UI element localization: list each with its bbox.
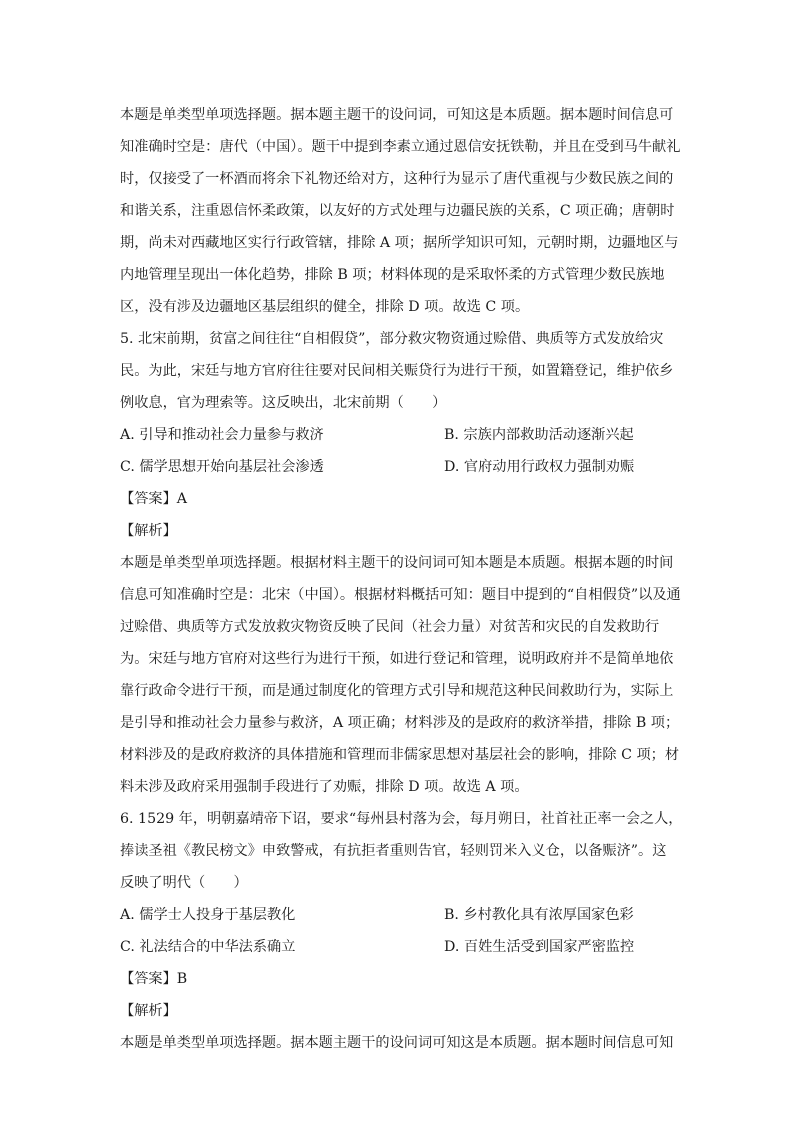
question-5-stem: 5. 北宋前期，贫富之间往往“自相假贷”，部分救灾物资通过赊借、典质等方式发放给灾 xyxy=(120,331,664,347)
question-5-option-c: C. 儒学思想开始向基层社会渗透 xyxy=(120,459,324,475)
question-5-stem: 民。为此，宋廷与地方官府往往要对民间相关赈贷行为进行干预，如置籍登记，维护依乡 xyxy=(120,363,674,379)
analysis-line: 时，仅接受了一杯酒而将余下礼物还给对方，这种行为显示了唐代重视与少数民族之间的 xyxy=(120,171,674,187)
question-5-answer: 【答案】A xyxy=(120,491,187,507)
question-6-stem: 捧读圣祖《教民榜文》申致警戒，有抗拒者重则告官，轻则罚米入义仓，以备赈济”。这 xyxy=(120,843,667,859)
question-6-analysis-label: 【解析】 xyxy=(120,1003,177,1019)
analysis-line: 知准确时空是：唐代（中国）。题干中提到李素立通过恩信安抚铁勒，并且在受到马牛献礼 xyxy=(120,139,681,155)
analysis-line: 和谐关系，注重恩信怀柔政策，以友好的方式处理与边疆民族的关系，C 项正确；唐朝时 xyxy=(120,203,675,219)
analysis-line: 靠行政命令进行干预，而是通过制度化的管理方式引导和规范这种民间救助行为，实际上 xyxy=(120,683,674,699)
question-6-stem: 6. 1529 年，明朝嘉靖帝下诏，要求“每州县村落为会，每月朔日，社首社正率一会之人， xyxy=(120,811,683,827)
question-5-option-a: A. 引导和推动社会力量参与救济 xyxy=(120,427,324,443)
question-6-option-b: B. 乡村教化具有浓厚国家色彩 xyxy=(444,907,634,923)
question-6-option-c: C. 礼法结合的中华法系确立 xyxy=(120,939,296,955)
analysis-line: 材料涉及的是政府救济的具体措施和管理而非儒家思想对基层社会的影响，排除 C 项；材 xyxy=(120,747,680,763)
analysis-line: 过赊借、典质等方式发放救灾物资反映了民间（社会力量）对贫苦和灾民的自发救助行 xyxy=(120,619,660,635)
question-5-analysis-label: 【解析】 xyxy=(120,523,177,539)
question-6-option-a: A. 儒学士人投身于基层教化 xyxy=(120,907,296,923)
analysis-line: 期，尚未对西藏地区实行行政管辖，排除 A 项；据所学知识可知，元朝时期，边疆地区与 xyxy=(120,235,679,251)
analysis-line: 信息可知准确时空是：北宋（中国）。根据材料概括可知：题目中提到的“自相假贷”以及通 xyxy=(120,587,681,603)
analysis-line: 为。宋廷与地方官府对这些行为进行干预，如进行登记和管理，说明政府并不是简单地依 xyxy=(120,651,674,667)
question-6-stem: 反映了明代（ ） xyxy=(120,875,248,891)
analysis-line: 是引导和推动社会力量参与救济，A 项正确；材料涉及的是政府的救济举措，排除 B 项； xyxy=(120,715,680,731)
analysis-line: 本题是单类型单项选择题。根据材料主题干的设问词可知本题是本质题。根据本题的时间 xyxy=(120,555,674,571)
question-5-option-b: B. 宗族内部救助活动逐渐兴起 xyxy=(444,427,634,443)
analysis-line: 内地管理呈现出一体化趋势，排除 B 项；材料体现的是采取怀柔的方式管理少数民族地 xyxy=(120,267,665,283)
question-6-answer: 【答案】B xyxy=(120,971,188,987)
analysis-line: 本题是单类型单项选择题。据本题主题干的设问词可知这是本质题。据本题时间信息可知 xyxy=(120,1035,674,1051)
question-5-stem: 例收息，官为理索等。这反映出，北宋前期（ ） xyxy=(120,395,447,411)
analysis-line: 本题是单类型单项选择题。据本题主题干的设问词，可知这是本质题。据本题时间信息可 xyxy=(120,107,674,123)
question-5-option-d: D. 官府动用行政权力强制劝赈 xyxy=(444,459,635,475)
analysis-line: 料未涉及政府采用强制手段进行了劝赈，排除 D 项。故选 A 项。 xyxy=(120,779,529,795)
question-6-option-d: D. 百姓生活受到国家严密监控 xyxy=(444,939,635,955)
analysis-line: 区，没有涉及边疆地区基层组织的健全，排除 D 项。故选 C 项。 xyxy=(120,299,530,315)
